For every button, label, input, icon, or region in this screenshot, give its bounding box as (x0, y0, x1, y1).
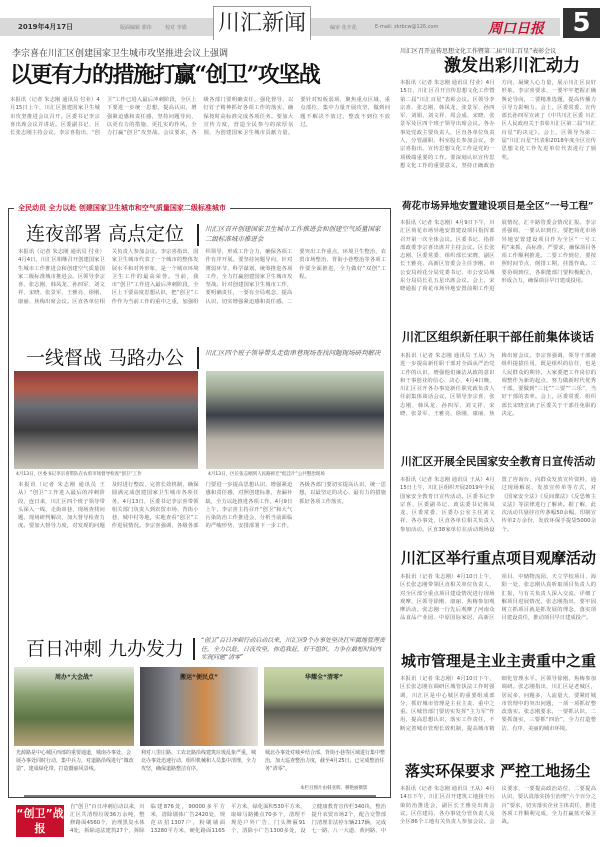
photo-caption-1: 4月13日，区委书记李宗喜带队在农贸市场督导检查“创卫”工作 (16, 472, 142, 477)
right-headline-4: 川汇区开展全民国家安全教育日宣传活动 (401, 455, 596, 468)
photo-credit: 本栏目图片由韩亚辉、穆艳丽摄影 (300, 786, 368, 791)
right-headline-3: 川汇区组织新任职干部任前集体谈话 (402, 330, 595, 344)
page-editor: 版面编辑 郭伟 (120, 25, 152, 31)
right-kicker-1: 川汇区召开宣传思想文化工作暨第二届“川汇百星”表彰会议 (400, 48, 557, 55)
photo-caption: 城北办事处对城乡结合部、背街小巷等区域进行集中整治，加大巡查整治力度，截至4月25日，已完成整治任务“清零”。 (265, 750, 386, 772)
right-headline-6: 城市管理是主业主责重中之重 (401, 652, 597, 670)
chuangwei-report-body: 自“创卫”百日冲刺启动以来，川汇区共清理垃圾36万余吨，整修路面4560个，治理黑臭水体4处，拆除违法建筑27个，拆除临建876处，90000多平方米，清除墙体广告2420处，规范店招1307户，粉刷墙面13280平方米，硬化路面1165平方米，绿化面积530平方米，取缔马路摊点70多个，清理不规范户外广告，门头牌匾91个，清除小广告1300多处，设立健康教育宣传栏340块，整治提升农贸市场2个，配合交警部门清理非法停车辆217辆，完成七一路、八一大道、黄河路、中 (70, 804, 386, 834)
right-headline-5: 川汇区举行重点项目观摩活动 (401, 549, 597, 567)
photo-site-inspection (206, 371, 384, 469)
contact-email: E-mail: zkrbcw@126.com (375, 24, 439, 30)
divider (197, 224, 199, 246)
lead-headline: 以更有力的措施打赢“创卫”攻坚战 (10, 62, 320, 88)
divider (193, 638, 195, 660)
section-heading-1: 连夜部署 高点定位 (26, 223, 185, 245)
right-headline-1: 激发出彩川汇动力 (444, 56, 580, 76)
photo-caption: 光源路是中心城区西部的重要通道，城南办事处、会展办事处同时行动，集中兵力，对道路沿线进行“微改造”，建成绿化带，打造靓丽风景线。 (16, 750, 134, 772)
right-headline-2: 荷花市场异地安置建设项目是全区“一号工程” (402, 201, 594, 212)
lead-kicker: 李宗喜在川汇区创建国家卫生城市攻坚推进会议上强调 (12, 49, 229, 59)
designer: 编审 花开花 (330, 25, 357, 31)
right-headline-7: 落实环保要求 严控工地扬尘 (405, 762, 591, 780)
newspaper-logo: 周口日报 (488, 21, 544, 37)
right-body-2: 本报讯（记者 朱志刚）4月9日下午，川汇区荷花市场异地安置建设项目指挥部召开第一次全体会议。区委书记、指挥部政委李宗喜出席并主持会议。区长张志刚、区委常委、组织部长宋晓、副区长王雅亮、高新区管委会主任李刚、市公安局荷花分局党委书记、市公安局城东分局局长孔五星出席会议。会上，宋晓通报了荷花市场异地安置前期工作进展情况，汇丰路管委会情况汇报。李宗喜强调，一要认识到位，要把荷花市场异地安置建设项目作为全区“一号工程”来抓，高标准、严要求，确保项目各项工作顺利推进。二要工作到位，要按照时间节点，倒排工期，挂图作战。三要协调到位，各职能部门要积极配合，形成合力，确保项目早日建成投用。 (400, 220, 596, 293)
section-subheading-2: 川汇区四个班子领导带头走街串巷现场查找问题现场研判解决 (205, 349, 381, 357)
section-subheading-1: 川汇区召开创建国家卫生城市工作推进会和创建空气质量国家二级标准城市推进会 (205, 225, 381, 243)
photo-label: 华耀全“清零” (305, 674, 343, 681)
section-body-1: 本报讯（记者 朱志刚 通讯员 付业）4月4日，川汇区相继召开创建国家卫生城市工作推进会和创建空气质量国家二级标准城市推进会。区领导李宗喜、张志刚、韩凤龙、孙四军、刘文祥、宋晓、张景军、王雅亮、徐刚、康丽、焦梅出席会议。区直各单位相关负责人参加会议。李宗喜指出，国家卫生城市代表了一个城市的整体发展水平和对外形象，是一个城市环境卫生工作的最高荣誉。当前，我市“创卫”工作进入最后冲刺阶段，全区上下要高度思想认识，把“创卫”工作作为当前工作的重中之重，加强组织领导，形成工作合力，确保各项工作有序开展。要坚持问题导向，针对薄弱环节，科学谋划，统筹推进各项工作，全力打赢创建国家卫生城市攻坚战。针对创建国家卫生城市工作，要明确责任，一要有全局观念，提高认识，切实增强紧迫感和责任感。二要突出工作重点，环境卫生整治、农贸市场整治、背街小巷整治等各项工作要全面推进，全力做好“双创”工程。 (18, 249, 386, 305)
section-body-2: 本报讯（记者 朱志刚 通讯员 王从）“创卫”工作进入最后的冲刺阶段，连日来，川汇区四个班子领导带头深入一线，走街串巷，现场查找问题，现场研判解决，加大督导检查力度。要加大督导力度，对发现的问题及时进行整改，完善长效机制，确保圆满完成创建国家卫生城市各项任务。4月13日，区委书记李宗喜带领相关部门负责人到农贸市场、背街小巷、城中村等地，实地查看“创卫”工作进展情况。李宗喜强调，各级各部门要进一步提高思想认识，增强紧迫感和责任感，对照创建标准，查漏补缺，全力以赴推进各项工作。4月9日上午，李宗喜主持召开“创卫”和大气污染防治工作推进会，分析当前面临的严峻形势，安排部署下一步工作，各级各部门要切实提高认识，统一思想，以最坚定的决心、最有力的措施抓好各项工作落实。 (18, 482, 386, 530)
right-body-1: 本报讯（记者 朱志刚 通讯员 付业）4月15日，川汇区召开宣传思想文化工作暨第二届“川汇百星”表彰会议。区领导李宗喜、张志刚、韩凤龙、张景军、孙四军、刘娟、刘文祥、周会成、宋晓、张景军及区四个班子领导出席会议。各办事处党政主要负责人，区直各单位负责人，分管副职、科室股长参加会议。李宗喜指出，宣传思想文化工作是党的一项极端重要的工作。要深刻认识宣传思想文化工作的重要意义，坚持正确政治方向，凝聚人心力量，展示川汇区良好形象。李宗喜要求，一要牢牢把握正确舆论导向，二要精准选题，提高传播力引导力影响力。会上，区委常委、宣传部长孙四军宣读了《中共川汇区委 川汇区人民政府关于表彰川汇区第二届“川汇百星”的决定》。会上，区领导为第二届“川汇百星”代表和2018年度全区宣传思想文化工作先进单位代表进行了颁奖。 (400, 80, 596, 169)
right-body-3: 本报讯（记者 朱志刚 通讯员 王从）为进一步提高新任职干部对全面从严治党工作的认识，增强他们廉洁从政的意识和干事创业的信心、决心，4月4日晚，川汇区召开各办事处新任职党政负责人任前集体谈话会议。区领导李宗喜、张志刚、韩凤龙、孙四军、刘文祥、宋晓、张景军、王雅亮、徐刚、康丽、焦梅出席会议。李宗喜强调，领导干部被组织提拔任用，既是组织的信任，也是人民群众的期待。大家要把工作岗位的调整作为新的起点，努力做新时代优秀干部。要做到“三比”“三要”“三乐”，当好干部的表率。会上，区委常委、组织部长宋晓宣读了区委关于干部任免职的决定。 (400, 353, 596, 418)
lead-body: 本报讯（记者 朱志刚 通讯员 付业）4月15日上午，川汇区创建国家卫生城市攻坚推进会议召开。区委书记李宗喜出席会议并讲话。区委副书记、区长张志刚主持会议。李宗喜指出，“创卫”工作已进入最后冲刺阶段，全区上下要进一步统一思想，提高认识，增强紧迫感和责任感，坚持问题导向，以更有力的措施、更扎实的作风，全力打赢“创卫”攻坚战。会议要求，各级各部门要明确责任，强化督导，以钉钉子精神抓好各项工作的落实，确保按时高标准完成各项任务。要加大宣传力度，营造全民参与的浓厚氛围，为创建国家卫生城市贡献力量。要针对短板弱项，聚焦重点区域、重点部位，集中力量开展攻坚，做到问题不解决不放过，整改不到位不放过。 (10, 97, 390, 137)
photo-label: 搬运“便民点” (180, 674, 218, 681)
photo-caption: 利对八里庄路、工农北路沿线建筑垃圾乱象严重，城北办事处迅速行动，组织机械和人员集中清理，全力攻坚，确保道路整洁有序。 (141, 750, 257, 772)
divider (197, 347, 199, 369)
section-heading-2: 一线督战 马路办公 (26, 347, 185, 369)
chuangwei-report-label: “创卫”战报 (16, 807, 64, 835)
section-title: 川汇新闻 (213, 6, 311, 40)
photo-market-inspection (14, 371, 198, 469)
right-body-4: 本报讯（记者 朱志刚 通讯员 王从）4月15日上午，川汇区组织开展2019年全民国家安全教育日宣传活动。区委书记李宗喜、区委副书记、政法委书记韩凤龙、区委常委、区委办公室主任刘文祥、各办事处、区直各单位相关负责人参加活动。区直38家单位在活动现场设置了咨询台，向群众发放宣传资料，通过现场解说、发放宣传单等方式，对《国家安全法》《反间谍法》《反恐怖主义法》等法律进行了解读。据了解，此次活动共悬挂宣传条幅50余幅，印制宣传单2万余份，发放环保手提袋5000余个。 (400, 477, 596, 533)
right-body-5: 本报讯（记者 朱志刚）4月10日上午，区长张志刚带领区直相关单位负责人，对全区部分重点项目建设情况进行现场观摩，区领导徐刚、康丽、焦梅参加观摩活动。张志刚一行先后观摩了河南众品食品产业园、中原国际家居、高新区项目、中储物流园、天立学校项目、海阳一处、张志刚认真听取项目负责人的汇报，与有关负责人深入交流，详细了解项目进展情况。张志刚指出，要牢固树立抓项目就是抓发展的理念，落实项目建设责任，推动项目早日建成投产。 (400, 574, 596, 622)
photo-greenbelt (14, 667, 134, 746)
issue-date: 2019年4月17日 (18, 23, 74, 31)
proofreader: 校对 李娟 (165, 25, 187, 31)
page-number: 5 (563, 8, 600, 38)
photo-caption-2: 4月13日，区长张志刚到人民路拆迁“低洼片”公共整治现场 (208, 472, 325, 477)
divider-rule (24, 795, 376, 797)
photo-label: 周办“大会战” (55, 674, 93, 681)
section-subheading-3: “创卫”百日冲刺行动启动以来，川汇区9个办事处坚决扛牢属地管理责任，全力以赴，日夜攻坚，你追我赶，好干组织，力争在最短时间内实现问题“清零” (201, 637, 385, 661)
photo-excavator (140, 667, 258, 746)
feature-banner: 全民动员 全力以赴 创建国家卫生城市和空气质量国家二级标准城市 (14, 203, 230, 213)
photo-officers (264, 667, 384, 746)
right-body-7: 本报讯（记者 朱志刚 通讯员 王从）4月14日下午，川汇区召开建筑工地扬尘污染防治推进会，副区长王雅亮出席会议。区住建局、各办事处分管负责人及全区86个工地有关负责人参加会议。会议要求，一要提高政治站位，二要提高认识，要认真落实扬尘治理“六个百分之百”要求，切实落实企业主体责任，推进各项工作顺利完成，全力打赢蓝天保卫战。 (400, 786, 596, 826)
right-body-6: 本报讯（记者 朱志刚）4月10日下午，区长张志刚在调研区城管执法工作时强调，川汇区是中心城区的重要组成部分，抓好城市管理是主业主责、重中之重。区城管部门要切实发挥“主力军”作用，提高思想认识，落实工作责任，不断完善城市管理长效机制，提高城市精细化管理水平。区领导徐刚、焦梅参加调研。张志刚指出，川汇区是老城区，居民多，问题多，人流量大，要紧盯城市管理中的突出问题，一项一项抓好整改落实。张志刚要求，一要抓认识，二要抓落实，三要抓“四治”，全力打造整洁、有序、美丽的城市环境。 (400, 676, 596, 732)
section-heading-3: 百日冲刺 九办发力 (26, 638, 185, 660)
